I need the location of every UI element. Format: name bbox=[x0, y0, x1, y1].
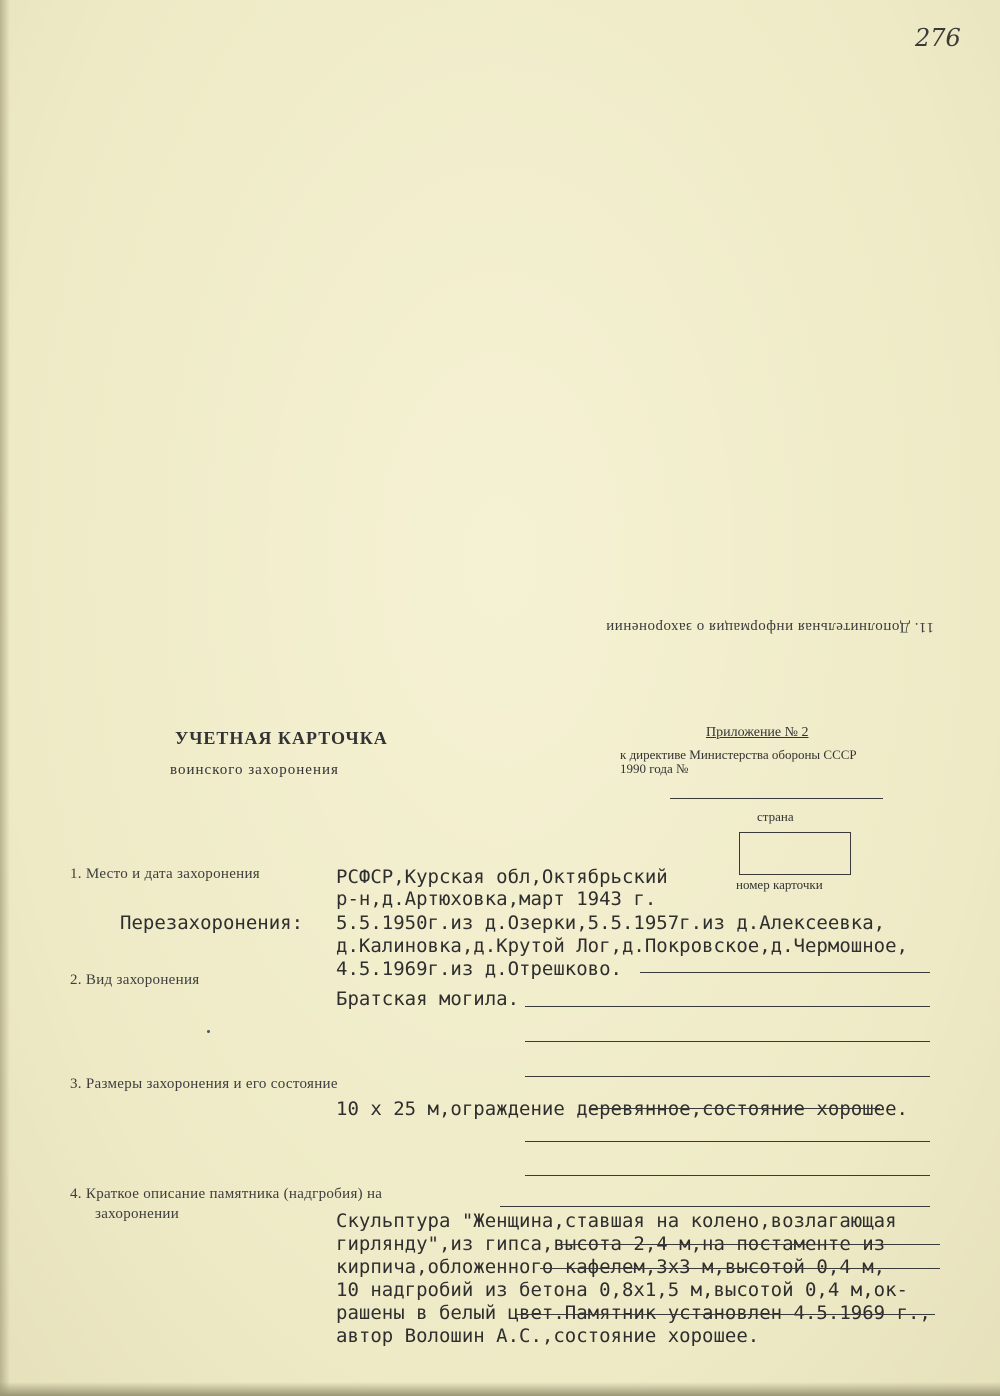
type-rule-2 bbox=[525, 1041, 930, 1042]
page-number: 276 bbox=[915, 24, 961, 52]
type-rule-1 bbox=[525, 1006, 930, 1007]
size-rule-1 bbox=[525, 1141, 930, 1142]
reburial-label: Перезахоронения: bbox=[120, 912, 304, 934]
appendix-title: Приложение № 2 bbox=[706, 725, 809, 740]
upside-down-header: 11. Дополнительная информация о захоронении bbox=[605, 619, 934, 635]
place-line1: РСФСР,Курская обл,Октябрьский bbox=[336, 866, 668, 888]
reburial-line2: д.Калиновка,д.Крутой Лог,д.Покровское,д.Чермошное, bbox=[336, 935, 908, 957]
type-rule-3 bbox=[525, 1076, 930, 1077]
size-value: 10 х 25 м,ограждение деревянное,состояние хорошее. bbox=[336, 1098, 908, 1120]
monument-line1: Скульптура "Женщина,ставшая на колено,возлагающая bbox=[336, 1210, 897, 1232]
place-label: 1. Место и дата захоронения bbox=[70, 866, 261, 882]
type-value: Братская могила. bbox=[336, 988, 520, 1010]
monument-line3: кирпича,обложенного кафелем,3х3 м,высотой 0,4 м, bbox=[336, 1256, 886, 1278]
card-number-label: номер карточки bbox=[736, 877, 823, 892]
monument-strike-3 bbox=[540, 1268, 940, 1269]
appendix-line1: к директиве Министерства обороны СССР bbox=[620, 747, 857, 762]
paper-bottom-edge bbox=[0, 1382, 1000, 1396]
reburial-line1: 5.5.1950г.из д.Озерки,5.5.1957г.из д.Алексеевка, bbox=[336, 912, 886, 934]
monument-line5: рашены в белый цвет.Памятник установлен 4.5.1969 г., bbox=[336, 1302, 931, 1324]
monument-label-line2: захоронении bbox=[95, 1206, 180, 1222]
size-label: 3. Размеры захоронения и его состояние bbox=[70, 1076, 338, 1092]
monument-strike-5 bbox=[515, 1314, 935, 1315]
type-label: 2. Вид захоронения bbox=[70, 972, 200, 988]
monument-label-line1: 4. Краткое описание памятника (надгробия) на bbox=[70, 1186, 383, 1202]
monument-line4: 10 надгробий из бетона 0,8х1,5 м,высотой 0,4 м,ок- bbox=[336, 1279, 908, 1301]
paper-left-edge bbox=[0, 0, 10, 1396]
reburial-rule bbox=[640, 972, 930, 973]
size-strike-rule bbox=[590, 1108, 880, 1109]
speck bbox=[207, 1030, 210, 1033]
size-rule-2 bbox=[525, 1175, 930, 1176]
country-rule bbox=[670, 798, 883, 799]
monument-rule-top bbox=[500, 1206, 930, 1207]
reburial-line3: 4.5.1969г.из д.Отрешково. bbox=[336, 958, 622, 980]
card-number-box bbox=[739, 832, 851, 875]
monument-line2: гирлянду",из гипса,высота 2,4 м,на постаменте из bbox=[336, 1233, 886, 1255]
country-label: страна bbox=[757, 809, 794, 824]
appendix-line2: 1990 года № bbox=[620, 761, 689, 776]
card-title: УЧЕТНАЯ КАРТОЧКА bbox=[175, 728, 388, 748]
monument-line6: автор Волошин А.С.,состояние хорошее. bbox=[336, 1325, 760, 1347]
place-line2: р-н,д.Артюховка,март 1943 г. bbox=[336, 888, 657, 910]
card-subtitle: воинского захоронения bbox=[170, 762, 339, 778]
monument-strike-2 bbox=[560, 1244, 940, 1245]
